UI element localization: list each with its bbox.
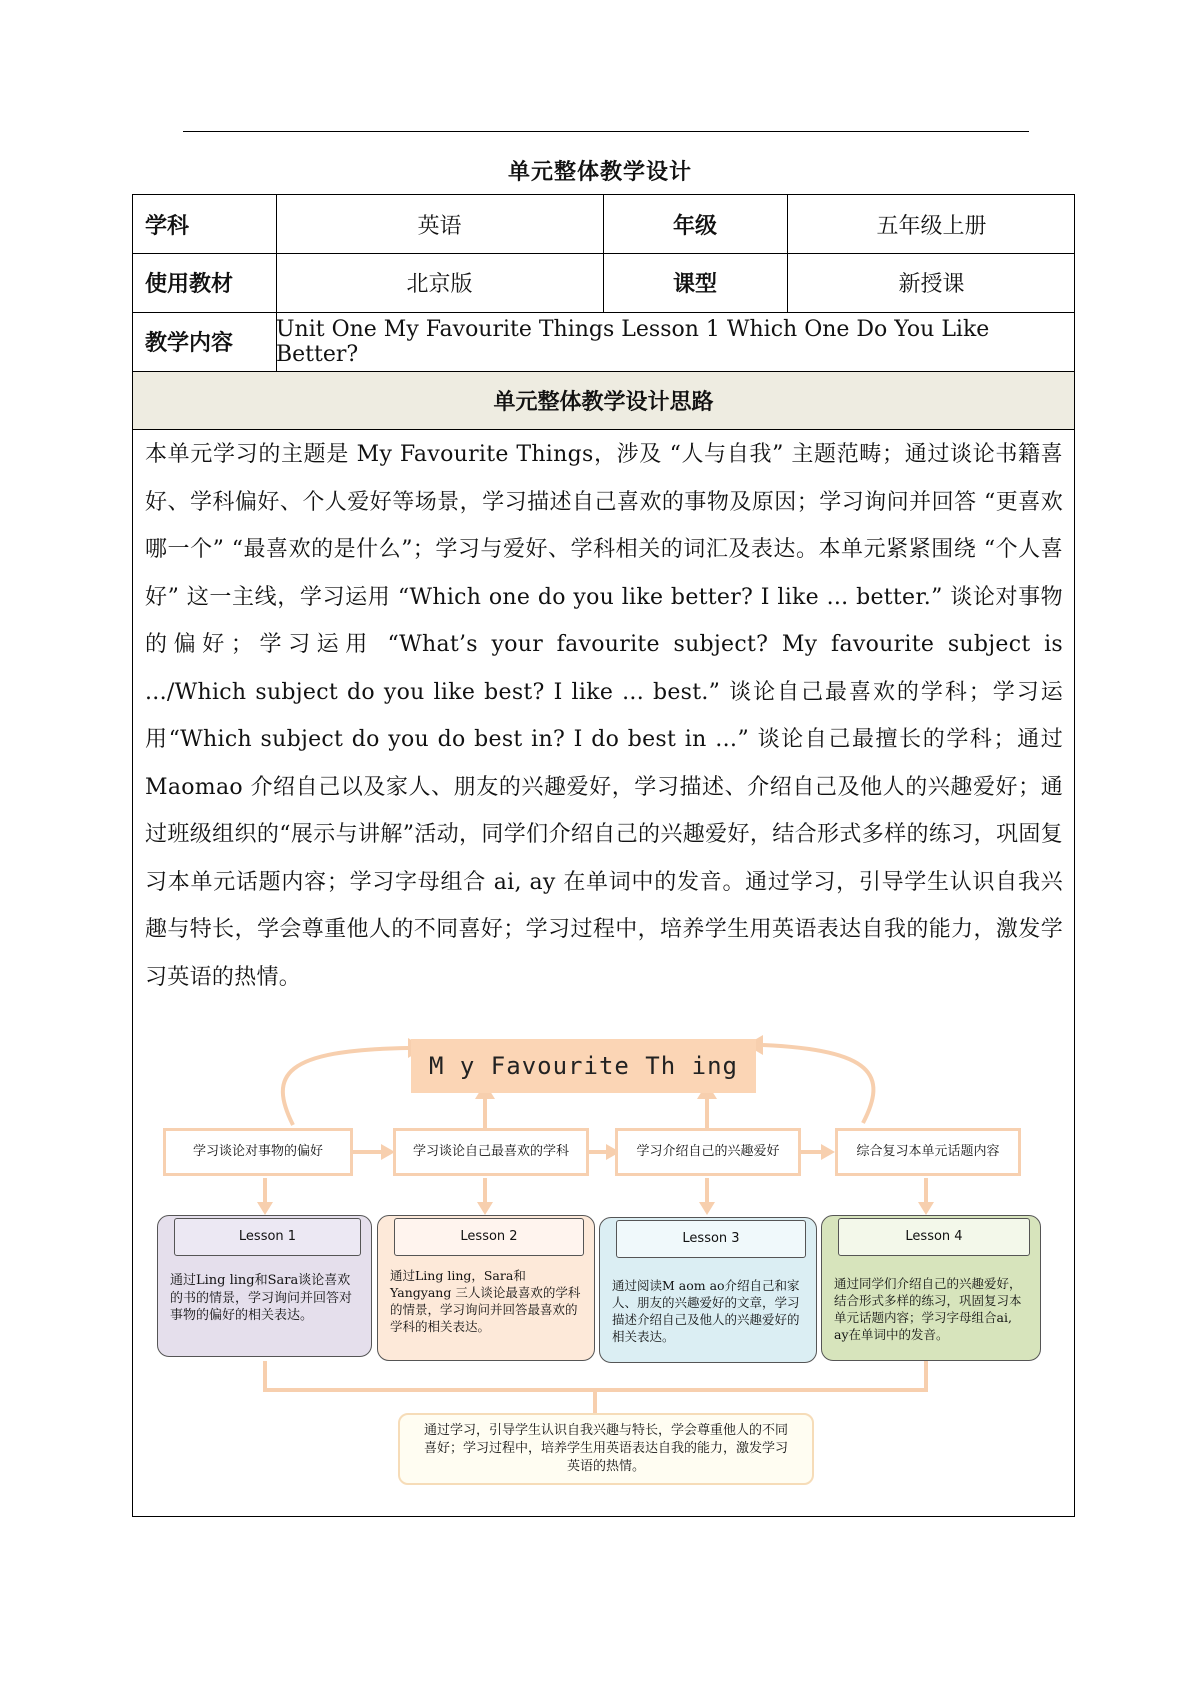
section-title: 单元整体教学设计思路 [493, 388, 714, 415]
unit-summary: 通过学习，引导学生认识自我兴趣与特长，学会尊重他人的不同喜好；学习过程中，培养学生用英语表达自我的能力，激发学习英语的热情。 [398, 1413, 814, 1485]
header-rule [183, 131, 1029, 132]
lesson-card-3 [599, 1217, 817, 1363]
lesson-title-2: Lesson 2 [394, 1218, 584, 1256]
lesson-title-4: Lesson 4 [838, 1218, 1030, 1256]
textbook-value: 北京版 [406, 272, 473, 297]
unit-description: 本单元学习的主题是 My Favourite Things，涉及 “人与自我” 主题范畴；通过谈论书籍喜好、学科偏好、个人爱好等场景，学习描述自己喜欢的事物及原因；学习询问并回答 “更喜欢哪一个” “最喜欢的是什么”；学习与爱好、学科相关的词汇及表达。本单元紧紧围绕 “个人喜好” 这一主线，学习运用 “Which one do you like better? I like ... better.” 谈论对事物的偏好；学习运用 “What’s your favourite subject? My favourite subject is .../Which subject do you like best? I like ... best.” 谈论自己最喜欢的学科；学习运用“Which subject do you do best in? I do best in …” 谈论自己最擅长的学科；通过 Maomao 介绍自己以及家人、朋友的兴趣爱好，学习描述、介绍自己及他人的兴趣爱好；通过班级组织的“展示与讲解”活动，同学们介绍自己的兴趣爱好，结合形式多样的练习，巩固复习本单元话题内容；学习字母组合 ai, ay 在单词中的发音。通过学习，引导学生认识自我兴趣与特长，学会尊重他人的不同喜好；学习过程中，培养学生用英语表达自我的能力，激发学习英语的热情。 [145, 442, 1063, 990]
document-title: 单元整体教学设计 [507, 159, 692, 185]
lesson-card-4 [821, 1215, 1041, 1361]
lesson-title-3: Lesson 3 [616, 1220, 806, 1258]
lesson-text-4: 通过同学们介绍自己的兴趣爱好，结合形式多样的练习，巩固复习本单元话题内容；学习字母组合ai, ay在单词中的发音。 [834, 1276, 1022, 1342]
grade-label: 年级 [672, 212, 717, 239]
design-table [132, 194, 1075, 1517]
lesson-text-3: 通过阅读M aom ao介绍自己和家人、朋友的兴趣爱好的文章，学习描述介绍自己及他人的兴趣爱好的相关表达。 [612, 1278, 800, 1344]
lesson-card-1 [157, 1215, 372, 1357]
goal-3: 学习介绍自己的兴趣爱好 [615, 1128, 801, 1176]
lesson-type-label: 课型 [672, 271, 717, 297]
lesson-text-1: 通过Ling ling和Sara谈论喜欢的书的情景，学习询问并回答对事物的偏好的相关表达。 [170, 1273, 353, 1324]
lesson-title-1: Lesson 1 [174, 1218, 361, 1256]
subject-value: 英语 [417, 213, 462, 239]
goal-4: 综合复习本单元话题内容 [835, 1128, 1021, 1176]
grade-value: 五年级上册 [876, 213, 987, 239]
goal-2: 学习谈论自己最喜欢的学科 [393, 1128, 589, 1176]
textbook-label: 使用教材 [145, 271, 234, 297]
lesson-card-2 [377, 1215, 595, 1361]
theme-title: M y Favourite Th ing [411, 1039, 756, 1093]
goal-1: 学习谈论对事物的偏好 [163, 1128, 353, 1176]
subject-label: 学科 [145, 212, 190, 239]
content-label: 教学内容 [145, 330, 234, 356]
lesson-text-2: 通过Ling ling，Sara和Yangyang 三人谈论最喜欢的学科的情景，学习询问并回答最喜欢的学科的相关表达。 [390, 1268, 581, 1334]
content-value: Unit One My Favourite Things Lesson 1 Which One Do You Like Better? [276, 316, 990, 367]
lesson-type-value: 新授课 [898, 272, 965, 297]
